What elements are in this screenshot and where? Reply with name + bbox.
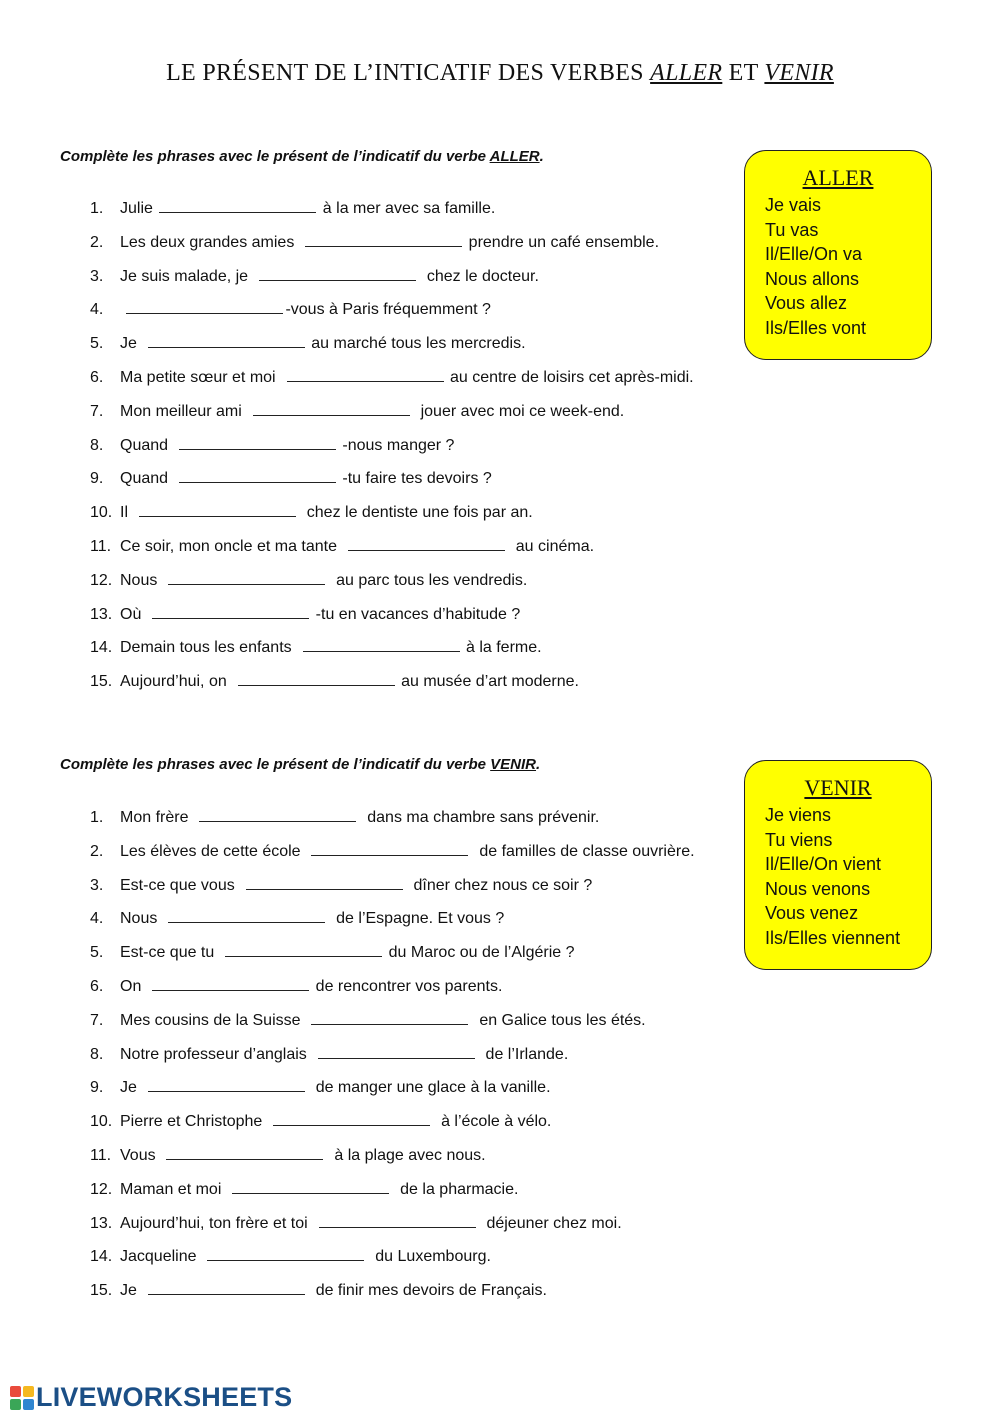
exercise-item <box>90 265 539 287</box>
item-text-before: Je <box>120 1282 146 1300</box>
conjugation-form: Nous venons <box>765 878 871 899</box>
item-text-before: Ce soir, mon oncle et ma tante <box>120 538 346 555</box>
title-part-1: LE PRÉSENT DE L’INTICATIF DES VERBES <box>166 60 651 86</box>
item-text-before: Mes cousins de la Suisse <box>120 1011 310 1029</box>
item-number: 7. <box>90 1011 104 1029</box>
exercise-item <box>90 467 492 489</box>
instruction-aller <box>60 148 544 165</box>
answer-blank[interactable] <box>179 434 336 450</box>
item-text-after: à la mer avec sa famille. <box>318 200 496 217</box>
item-text-after: -tu en vacances d’habitude ? <box>311 605 521 623</box>
item-text-after: de l’Espagne. Et vous ? <box>327 910 505 928</box>
item-text-before: Est-ce que vous <box>120 876 244 894</box>
answer-blank[interactable] <box>319 1212 476 1228</box>
answer-blank[interactable] <box>166 1144 323 1160</box>
item-text-after: -vous à Paris fréquemment ? <box>285 301 491 319</box>
item-text-before: Où <box>120 605 151 623</box>
answer-blank[interactable] <box>287 366 444 382</box>
answer-blank[interactable] <box>246 874 403 890</box>
item-number: 15. <box>90 673 113 691</box>
item-text-after: de finir mes devoirs de Français. <box>306 1282 547 1300</box>
answer-blank[interactable] <box>238 670 395 686</box>
item-text-after: jouer avec moi ce week-end. <box>411 402 625 420</box>
item-text-before: Pierre et Christophe <box>120 1113 272 1131</box>
item-number: 4. <box>90 301 104 319</box>
instruction-verb: VENIR <box>490 756 537 773</box>
answer-blank[interactable] <box>348 535 505 551</box>
conjugation-form: Vous allez <box>765 293 848 313</box>
item-number: 1. <box>90 809 104 826</box>
exercise-item <box>90 806 599 828</box>
instruction-venir <box>60 756 540 773</box>
item-text-before: Est-ce que tu <box>120 944 224 962</box>
item-text-before: Notre professeur d’anglais <box>120 1045 316 1063</box>
item-text-before: Maman et moi <box>120 1180 231 1198</box>
answer-blank[interactable] <box>259 265 416 281</box>
exercise-item <box>90 366 694 388</box>
exercise-item <box>90 840 695 862</box>
answer-blank[interactable] <box>139 501 296 517</box>
item-number: 12. <box>90 1180 113 1198</box>
item-number: 14. <box>90 1248 113 1266</box>
logo-text: LIVEWORKSHEETS <box>36 1382 293 1412</box>
item-text-after: au marché tous les mercredis. <box>306 335 526 353</box>
item-text-before: Vous <box>120 1147 165 1164</box>
item-text-before: Aujourd’hui, on <box>120 673 236 691</box>
conjugation-form: Nous allons <box>765 268 860 289</box>
answer-blank[interactable] <box>168 907 325 923</box>
item-text-after: au cinéma. <box>506 538 595 555</box>
liveworksheets-logo-icon <box>10 1386 34 1410</box>
item-text-before: Quand <box>120 436 177 454</box>
answer-blank[interactable] <box>152 603 309 619</box>
item-number: 12. <box>90 571 113 589</box>
exercise-item <box>90 231 659 253</box>
conjugation-form: Je vais <box>765 195 822 215</box>
exercise-item <box>90 197 495 219</box>
item-number: 5. <box>90 944 104 962</box>
item-text-after: à la plage avec nous. <box>325 1147 486 1164</box>
item-number: 1. <box>90 200 104 217</box>
answer-blank[interactable] <box>232 1178 389 1194</box>
item-text-after: chez le docteur. <box>417 267 539 285</box>
item-text-before: Mon meilleur ami <box>120 402 251 420</box>
liveworksheets-logo[interactable] <box>10 1382 292 1413</box>
instruction-verb: ALLER <box>489 148 540 165</box>
item-text-before: Ma petite sœur et moi <box>120 369 285 386</box>
conjugation-box-aller <box>744 150 932 360</box>
conjugation-form: Je viens <box>765 805 832 825</box>
exercise-item <box>90 1043 568 1065</box>
item-number: 3. <box>90 267 104 285</box>
item-text-before: Il <box>120 504 137 522</box>
answer-blank[interactable] <box>305 231 462 247</box>
exercise-item <box>90 1110 551 1132</box>
answer-blank[interactable] <box>311 840 468 856</box>
answer-blank[interactable] <box>253 400 410 416</box>
exercise-item <box>90 1279 547 1301</box>
item-text-after: prendre un café ensemble. <box>464 233 660 251</box>
item-text-after: du Maroc ou de l’Algérie ? <box>384 944 575 962</box>
exercise-item <box>90 1009 646 1031</box>
item-number: 10. <box>90 1113 113 1131</box>
exercise-item <box>90 501 533 523</box>
exercise-item <box>90 1245 491 1267</box>
item-text-before: Je <box>120 1079 146 1097</box>
title-verb-venir: VENIR <box>764 60 834 86</box>
answer-blank[interactable] <box>152 975 309 991</box>
item-number: 6. <box>90 369 104 386</box>
conjugation-form: Il/Elle/On va <box>765 244 863 264</box>
item-text-before: Je suis malade, je <box>120 267 257 285</box>
item-text-before: On <box>120 978 151 995</box>
instruction-period: . <box>539 148 544 165</box>
item-number: 3. <box>90 876 104 894</box>
conjugation-form: Il/Elle/On vient <box>765 854 882 874</box>
conjugation-form: Tu vas <box>765 219 819 240</box>
item-text-after: -nous manger ? <box>337 436 455 454</box>
item-number: 9. <box>90 470 104 488</box>
exercise-item <box>90 1076 551 1098</box>
title-verb-aller: ALLER <box>650 60 723 86</box>
item-text-after: à la ferme. <box>461 639 542 657</box>
item-text-after: dîner chez nous ce soir ? <box>404 876 593 894</box>
answer-blank[interactable] <box>318 1043 475 1059</box>
conjugation-form: Ils/Elles vont <box>765 317 867 338</box>
item-number: 11. <box>90 538 112 555</box>
item-text-before: Demain tous les enfants <box>120 639 301 657</box>
exercise-item <box>90 636 542 658</box>
exercise-item <box>90 874 592 896</box>
item-number: 4. <box>90 910 104 928</box>
answer-blank[interactable] <box>207 1245 364 1261</box>
answer-blank[interactable] <box>179 467 336 483</box>
answer-blank[interactable] <box>303 636 460 652</box>
item-text-before <box>120 301 124 318</box>
item-text-after: de l’Irlande. <box>476 1045 569 1063</box>
exercise-item <box>90 907 504 929</box>
item-text-before: Aujourd’hui, ton frère et toi <box>120 1214 317 1232</box>
answer-blank[interactable] <box>225 941 382 957</box>
answer-blank[interactable] <box>199 806 356 822</box>
exercise-item <box>90 569 527 591</box>
exercise-item <box>90 434 454 456</box>
answer-blank[interactable] <box>148 332 305 348</box>
item-text-before: Nous <box>120 571 167 589</box>
exercise-item <box>90 1212 622 1234</box>
answer-blank[interactable] <box>126 298 283 314</box>
instruction-text: Complète les phrases avec le présent de l’indicatif du verbe <box>60 148 490 165</box>
item-text-after: -tu faire tes devoirs ? <box>337 470 492 488</box>
exercise-item <box>90 975 502 997</box>
answer-blank[interactable] <box>148 1279 305 1295</box>
answer-blank[interactable] <box>168 569 325 585</box>
conjugation-form: Tu viens <box>765 829 833 850</box>
conjugation-box-venir <box>744 760 932 970</box>
item-number: 8. <box>90 1045 104 1063</box>
item-text-before: Jacqueline <box>120 1248 206 1266</box>
answer-blank[interactable] <box>148 1076 305 1092</box>
item-number: 13. <box>90 605 113 623</box>
exercise-item <box>90 1178 518 1200</box>
item-text-after: au parc tous les vendredis. <box>327 571 528 589</box>
exercise-item <box>90 603 520 625</box>
item-text-after: à l’école à vélo. <box>432 1113 552 1131</box>
item-text-before: Julie <box>120 200 158 217</box>
answer-blank[interactable] <box>311 1009 468 1025</box>
instruction-period: . <box>536 756 541 773</box>
item-text-after: de rencontrer vos parents. <box>311 978 503 995</box>
item-number: 10. <box>90 504 113 522</box>
item-number: 2. <box>90 842 104 860</box>
item-text-after: chez le dentiste une fois par an. <box>297 504 533 522</box>
exercise-item <box>90 332 526 354</box>
exercise-item <box>90 298 491 320</box>
item-text-before: Quand <box>120 470 177 488</box>
exercise-item <box>90 400 624 422</box>
item-text-before: Les élèves de cette école <box>120 842 310 860</box>
exercise-item <box>90 941 575 963</box>
instruction-text: Complète les phrases avec le présent de l’indicatif du verbe <box>60 756 491 773</box>
answer-blank[interactable] <box>159 197 316 213</box>
item-text-after: de familles de classe ouvrière. <box>470 842 695 860</box>
item-text-after: de la pharmacie. <box>391 1180 519 1198</box>
exercise-item <box>90 1144 486 1166</box>
page-title <box>0 60 1000 87</box>
item-text-before: Nous <box>120 910 167 928</box>
title-part-2: ET <box>722 60 765 86</box>
item-text-before: Je <box>120 335 146 353</box>
conjugation-box-title: VENIR <box>804 775 872 800</box>
item-number: 11. <box>90 1147 112 1164</box>
item-text-after: dans ma chambre sans prévenir. <box>358 809 600 826</box>
item-text-after: du Luxembourg. <box>366 1248 491 1266</box>
item-number: 14. <box>90 639 113 657</box>
item-text-after: au centre de loisirs cet après-midi. <box>445 369 694 386</box>
item-number: 2. <box>90 233 104 251</box>
answer-blank[interactable] <box>273 1110 430 1126</box>
item-text-after: au musée d’art moderne. <box>396 673 579 691</box>
exercise-item <box>90 670 579 692</box>
conjugation-box-title: ALLER <box>802 165 874 190</box>
item-number: 9. <box>90 1079 104 1097</box>
item-text-before: Les deux grandes amies <box>120 233 304 251</box>
item-number: 6. <box>90 978 104 995</box>
item-number: 8. <box>90 436 104 454</box>
item-number: 15. <box>90 1282 113 1300</box>
item-number: 7. <box>90 402 104 420</box>
conjugation-form: Vous venez <box>765 903 859 923</box>
item-text-before: Mon frère <box>120 809 198 826</box>
item-text-after: déjeuner chez moi. <box>477 1214 622 1232</box>
item-number: 5. <box>90 335 104 353</box>
item-number: 13. <box>90 1214 113 1232</box>
conjugation-form: Ils/Elles viennent <box>765 927 901 948</box>
exercise-item <box>90 535 594 557</box>
item-text-after: de manger une glace à la vanille. <box>306 1079 551 1097</box>
item-text-after: en Galice tous les étés. <box>470 1011 646 1029</box>
